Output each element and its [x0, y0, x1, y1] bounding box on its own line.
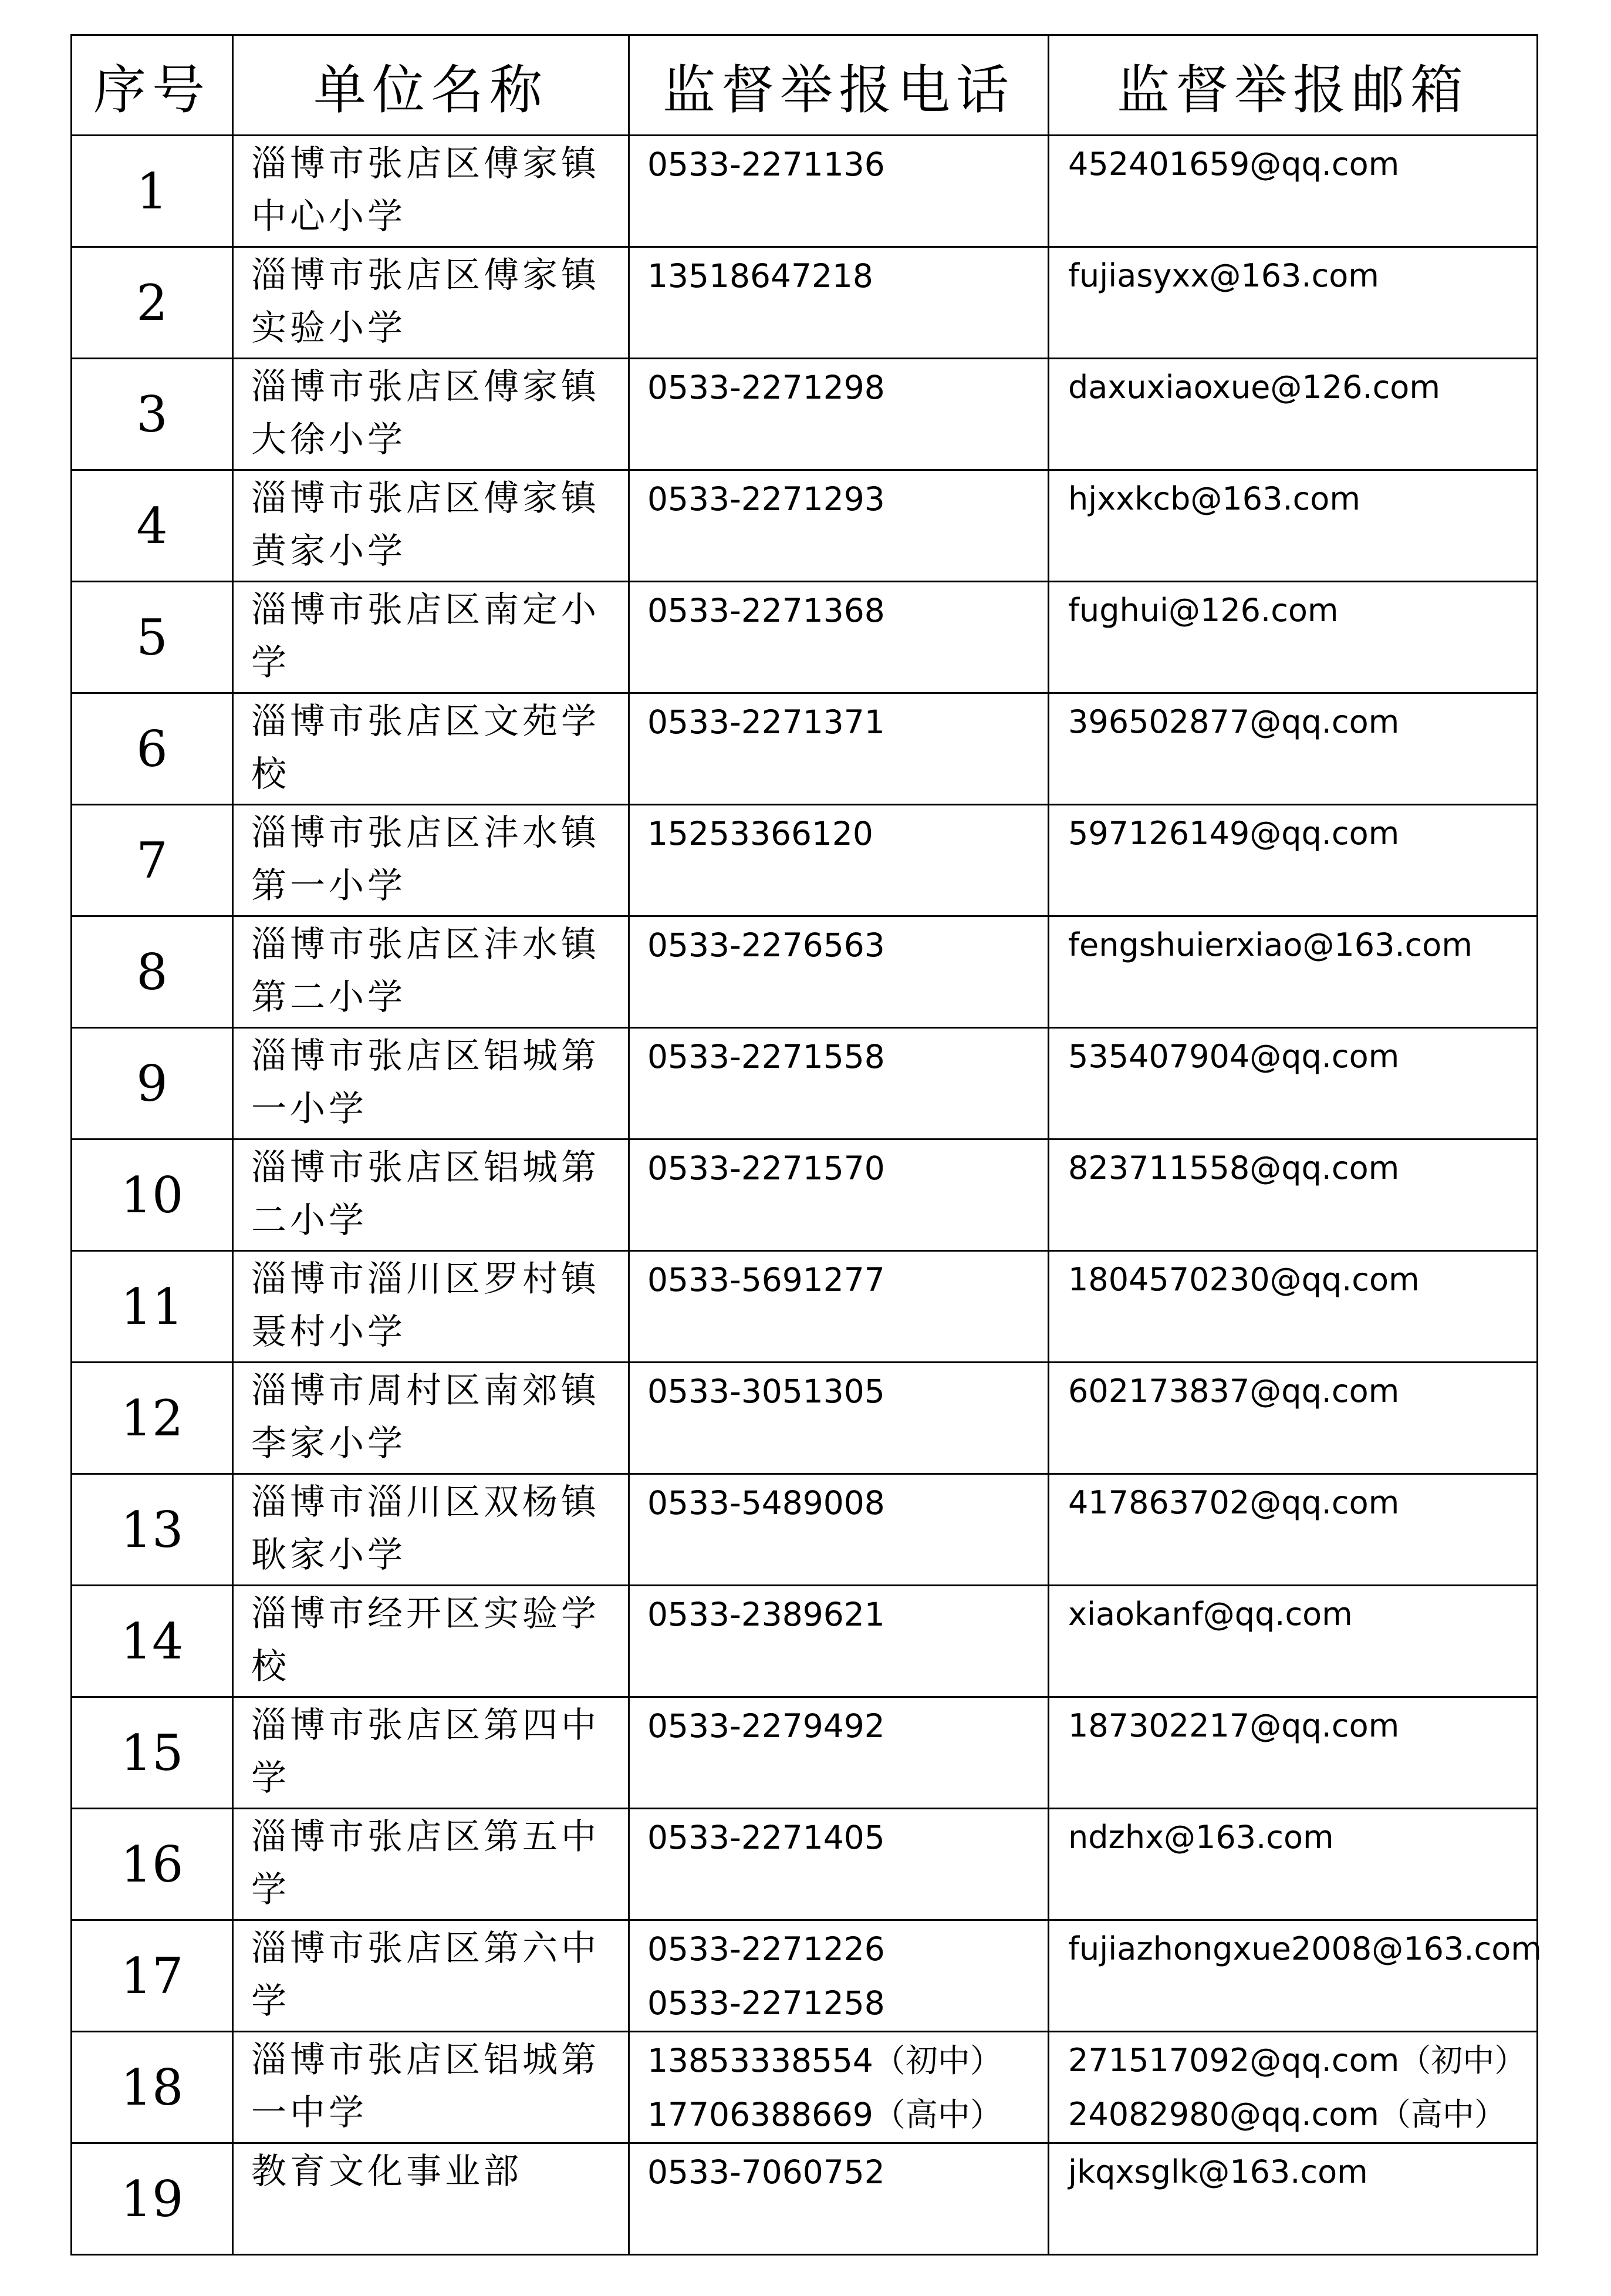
report-email-cell [1049, 582, 1538, 693]
row-index: 7 [72, 805, 233, 916]
unit-name: 淄博市张店区傅家镇黄家小学 [233, 470, 629, 582]
report-email-cell [1049, 1697, 1538, 1809]
row-index: 8 [72, 916, 233, 1028]
header-index: 序号 [72, 35, 233, 136]
table-row [72, 1697, 1538, 1809]
report-email: hjxxkcb@163.com [1068, 480, 1360, 517]
table-body [72, 136, 1542, 2255]
report-email: fengshuierxiao@163.com [1068, 926, 1472, 963]
report-phone: 13518647218 [647, 257, 873, 295]
table-row [72, 136, 1538, 247]
unit-name: 淄博市周村区南郊镇李家小学 [233, 1363, 629, 1474]
row-index: 11 [72, 1251, 233, 1363]
report-phone: 15253366120 [647, 815, 873, 852]
unit-name: 淄博市张店区文苑学校 [233, 693, 629, 805]
report-email: jkqxsglk@163.com [1068, 2153, 1368, 2190]
table-row [72, 1586, 1538, 1697]
report-phone: 0533-2271368 [647, 592, 885, 629]
report-phone-cell [629, 136, 1049, 247]
report-email: 597126149@qq.com [1068, 815, 1400, 852]
unit-name: 淄博市淄川区罗村镇聂村小学 [233, 1251, 629, 1363]
row-index: 12 [72, 1363, 233, 1474]
header-unit-name: 单位名称 [233, 35, 629, 136]
report-phone-cell [629, 1028, 1049, 1139]
report-phone-cell [629, 805, 1049, 916]
report-email-cell [1049, 247, 1538, 359]
row-index: 17 [72, 1920, 233, 2032]
report-email: 452401659@qq.com [1068, 146, 1400, 183]
table-header-row [72, 35, 1538, 136]
unit-name: 淄博市张店区傅家镇中心小学 [233, 136, 629, 247]
report-phone: 0533-2271558 [647, 1038, 885, 1075]
report-email-cell [1049, 1586, 1538, 1697]
report-email: 396502877@qq.com [1068, 703, 1400, 740]
row-index: 6 [72, 693, 233, 805]
report-email: 535407904@qq.com [1068, 1038, 1400, 1075]
unit-name: 淄博市张店区傅家镇实验小学 [233, 247, 629, 359]
table-row [72, 693, 1538, 805]
report-phone-cell [629, 470, 1049, 582]
unit-name: 淄博市张店区南定小学 [233, 582, 629, 693]
row-index: 2 [72, 247, 233, 359]
unit-name: 淄博市张店区铝城第一小学 [233, 1028, 629, 1139]
report-phone: 13853338554（初中） [647, 2042, 1002, 2079]
report-email: 602173837@qq.com [1068, 1373, 1400, 1410]
report-phone-cell [629, 1809, 1049, 1920]
report-phone: 0533-2276563 [647, 926, 885, 964]
table-row [72, 1251, 1538, 1363]
unit-name: 淄博市张店区第五中学 [233, 1809, 629, 1920]
report-email-cell [1049, 1139, 1538, 1251]
header-report-phone: 监督举报电话 [629, 35, 1049, 136]
report-email: ndzhx@163.com [1068, 1819, 1334, 1856]
header-report-email: 监督举报邮箱 [1049, 35, 1538, 136]
report-phone: 0533-3051305 [647, 1373, 885, 1410]
report-email-cell [1049, 1363, 1538, 1474]
table-row [72, 582, 1538, 693]
report-email-cell [1049, 359, 1538, 470]
report-phone: 0533-2271258 [647, 1984, 885, 2022]
row-index: 19 [72, 2143, 233, 2255]
report-phone: 0533-2271298 [647, 369, 885, 406]
report-phone: 0533-2271405 [647, 1819, 885, 1856]
report-phone: 0533-7060752 [647, 2153, 885, 2191]
report-phone: 0533-2279492 [647, 1707, 885, 1745]
table-row [72, 1139, 1538, 1251]
report-phone: 0533-2271226 [647, 1930, 885, 1968]
report-phone: 0533-2271293 [647, 480, 885, 518]
report-email-cell [1049, 1809, 1538, 1920]
report-phone-cell [629, 1139, 1049, 1251]
table-row [72, 1363, 1538, 1474]
report-email: 271517092@qq.com（初中） [1068, 2042, 1526, 2079]
report-email-cell [1049, 1920, 1542, 2032]
report-phone: 0533-2271570 [647, 1149, 885, 1187]
report-phone: 0533-2271136 [647, 146, 885, 183]
report-phone-cell [629, 1363, 1049, 1474]
row-index: 13 [72, 1474, 233, 1586]
table-row [72, 916, 1538, 1028]
report-email-cell [1049, 693, 1538, 805]
report-email-cell [1049, 916, 1538, 1028]
report-email: fujiasyxx@163.com [1068, 257, 1379, 294]
row-index: 16 [72, 1809, 233, 1920]
report-phone-cell [629, 1586, 1049, 1697]
report-phone-cell [629, 916, 1049, 1028]
report-email: daxuxiaoxue@126.com [1068, 369, 1440, 406]
row-index: 14 [72, 1586, 233, 1697]
row-index: 9 [72, 1028, 233, 1139]
report-phone-cell [629, 247, 1049, 359]
unit-name: 淄博市淄川区双杨镇耿家小学 [233, 1474, 629, 1586]
report-phone: 0533-2389621 [647, 1596, 885, 1633]
report-phone-cell [629, 582, 1049, 693]
unit-name: 淄博市张店区第四中学 [233, 1697, 629, 1809]
report-email-cell [1049, 1028, 1538, 1139]
unit-name: 淄博市张店区沣水镇第二小学 [233, 916, 629, 1028]
report-email-cell [1049, 136, 1538, 247]
report-phone: 17706388669（高中） [647, 2096, 1002, 2133]
report-phone-cell [629, 2032, 1049, 2143]
report-phone: 0533-2271371 [647, 703, 885, 741]
table-row [72, 1809, 1538, 1920]
row-index: 15 [72, 1697, 233, 1809]
report-email: fughui@126.com [1068, 592, 1339, 629]
report-email-cell [1049, 2032, 1538, 2143]
table-row [72, 2143, 1538, 2255]
unit-name: 淄博市张店区沣水镇第一小学 [233, 805, 629, 916]
report-email-cell [1049, 805, 1538, 916]
report-phone-cell [629, 1251, 1049, 1363]
unit-name: 淄博市张店区第六中学 [233, 1920, 629, 2032]
unit-name: 教育文化事业部 [233, 2143, 629, 2255]
report-phone: 0533-5691277 [647, 1261, 885, 1299]
report-phone: 0533-5489008 [647, 1484, 885, 1522]
table-row [72, 1474, 1538, 1586]
supervision-contact-table [70, 34, 1542, 2255]
report-phone-cell [629, 1474, 1049, 1586]
unit-name: 淄博市经开区实验学校 [233, 1586, 629, 1697]
row-index: 1 [72, 136, 233, 247]
row-index: 18 [72, 2032, 233, 2143]
table-row [72, 1028, 1538, 1139]
table-row [72, 247, 1538, 359]
unit-name: 淄博市张店区铝城第一中学 [233, 2032, 629, 2143]
report-phone-cell [629, 2143, 1049, 2255]
row-index: 4 [72, 470, 233, 582]
unit-name: 淄博市张店区铝城第二小学 [233, 1139, 629, 1251]
report-email-cell [1049, 2143, 1538, 2255]
report-phone-cell [629, 359, 1049, 470]
report-email: fujiazhongxue2008@163.com [1068, 1930, 1542, 1967]
report-email: 187302217@qq.com [1068, 1707, 1400, 1744]
row-index: 10 [72, 1139, 233, 1251]
report-phone-cell [629, 1697, 1049, 1809]
report-phone-cell [629, 693, 1049, 805]
report-email: 24082980@qq.com（高中） [1068, 2096, 1506, 2133]
report-email-cell [1049, 470, 1538, 582]
unit-name: 淄博市张店区傅家镇大徐小学 [233, 359, 629, 470]
table-row [72, 2032, 1538, 2143]
row-index: 3 [72, 359, 233, 470]
report-phone-cell [629, 1920, 1049, 2032]
table-row [72, 805, 1538, 916]
report-email: 823711558@qq.com [1068, 1149, 1400, 1186]
row-index: 5 [72, 582, 233, 693]
table-row [72, 1920, 1538, 2032]
report-email-cell [1049, 1474, 1538, 1586]
report-email: 1804570230@qq.com [1068, 1261, 1420, 1298]
report-email: 417863702@qq.com [1068, 1484, 1400, 1521]
table-row [72, 359, 1538, 470]
report-email: xiaokanf@qq.com [1068, 1596, 1353, 1633]
report-email-cell [1049, 1251, 1538, 1363]
table-row [72, 470, 1538, 582]
